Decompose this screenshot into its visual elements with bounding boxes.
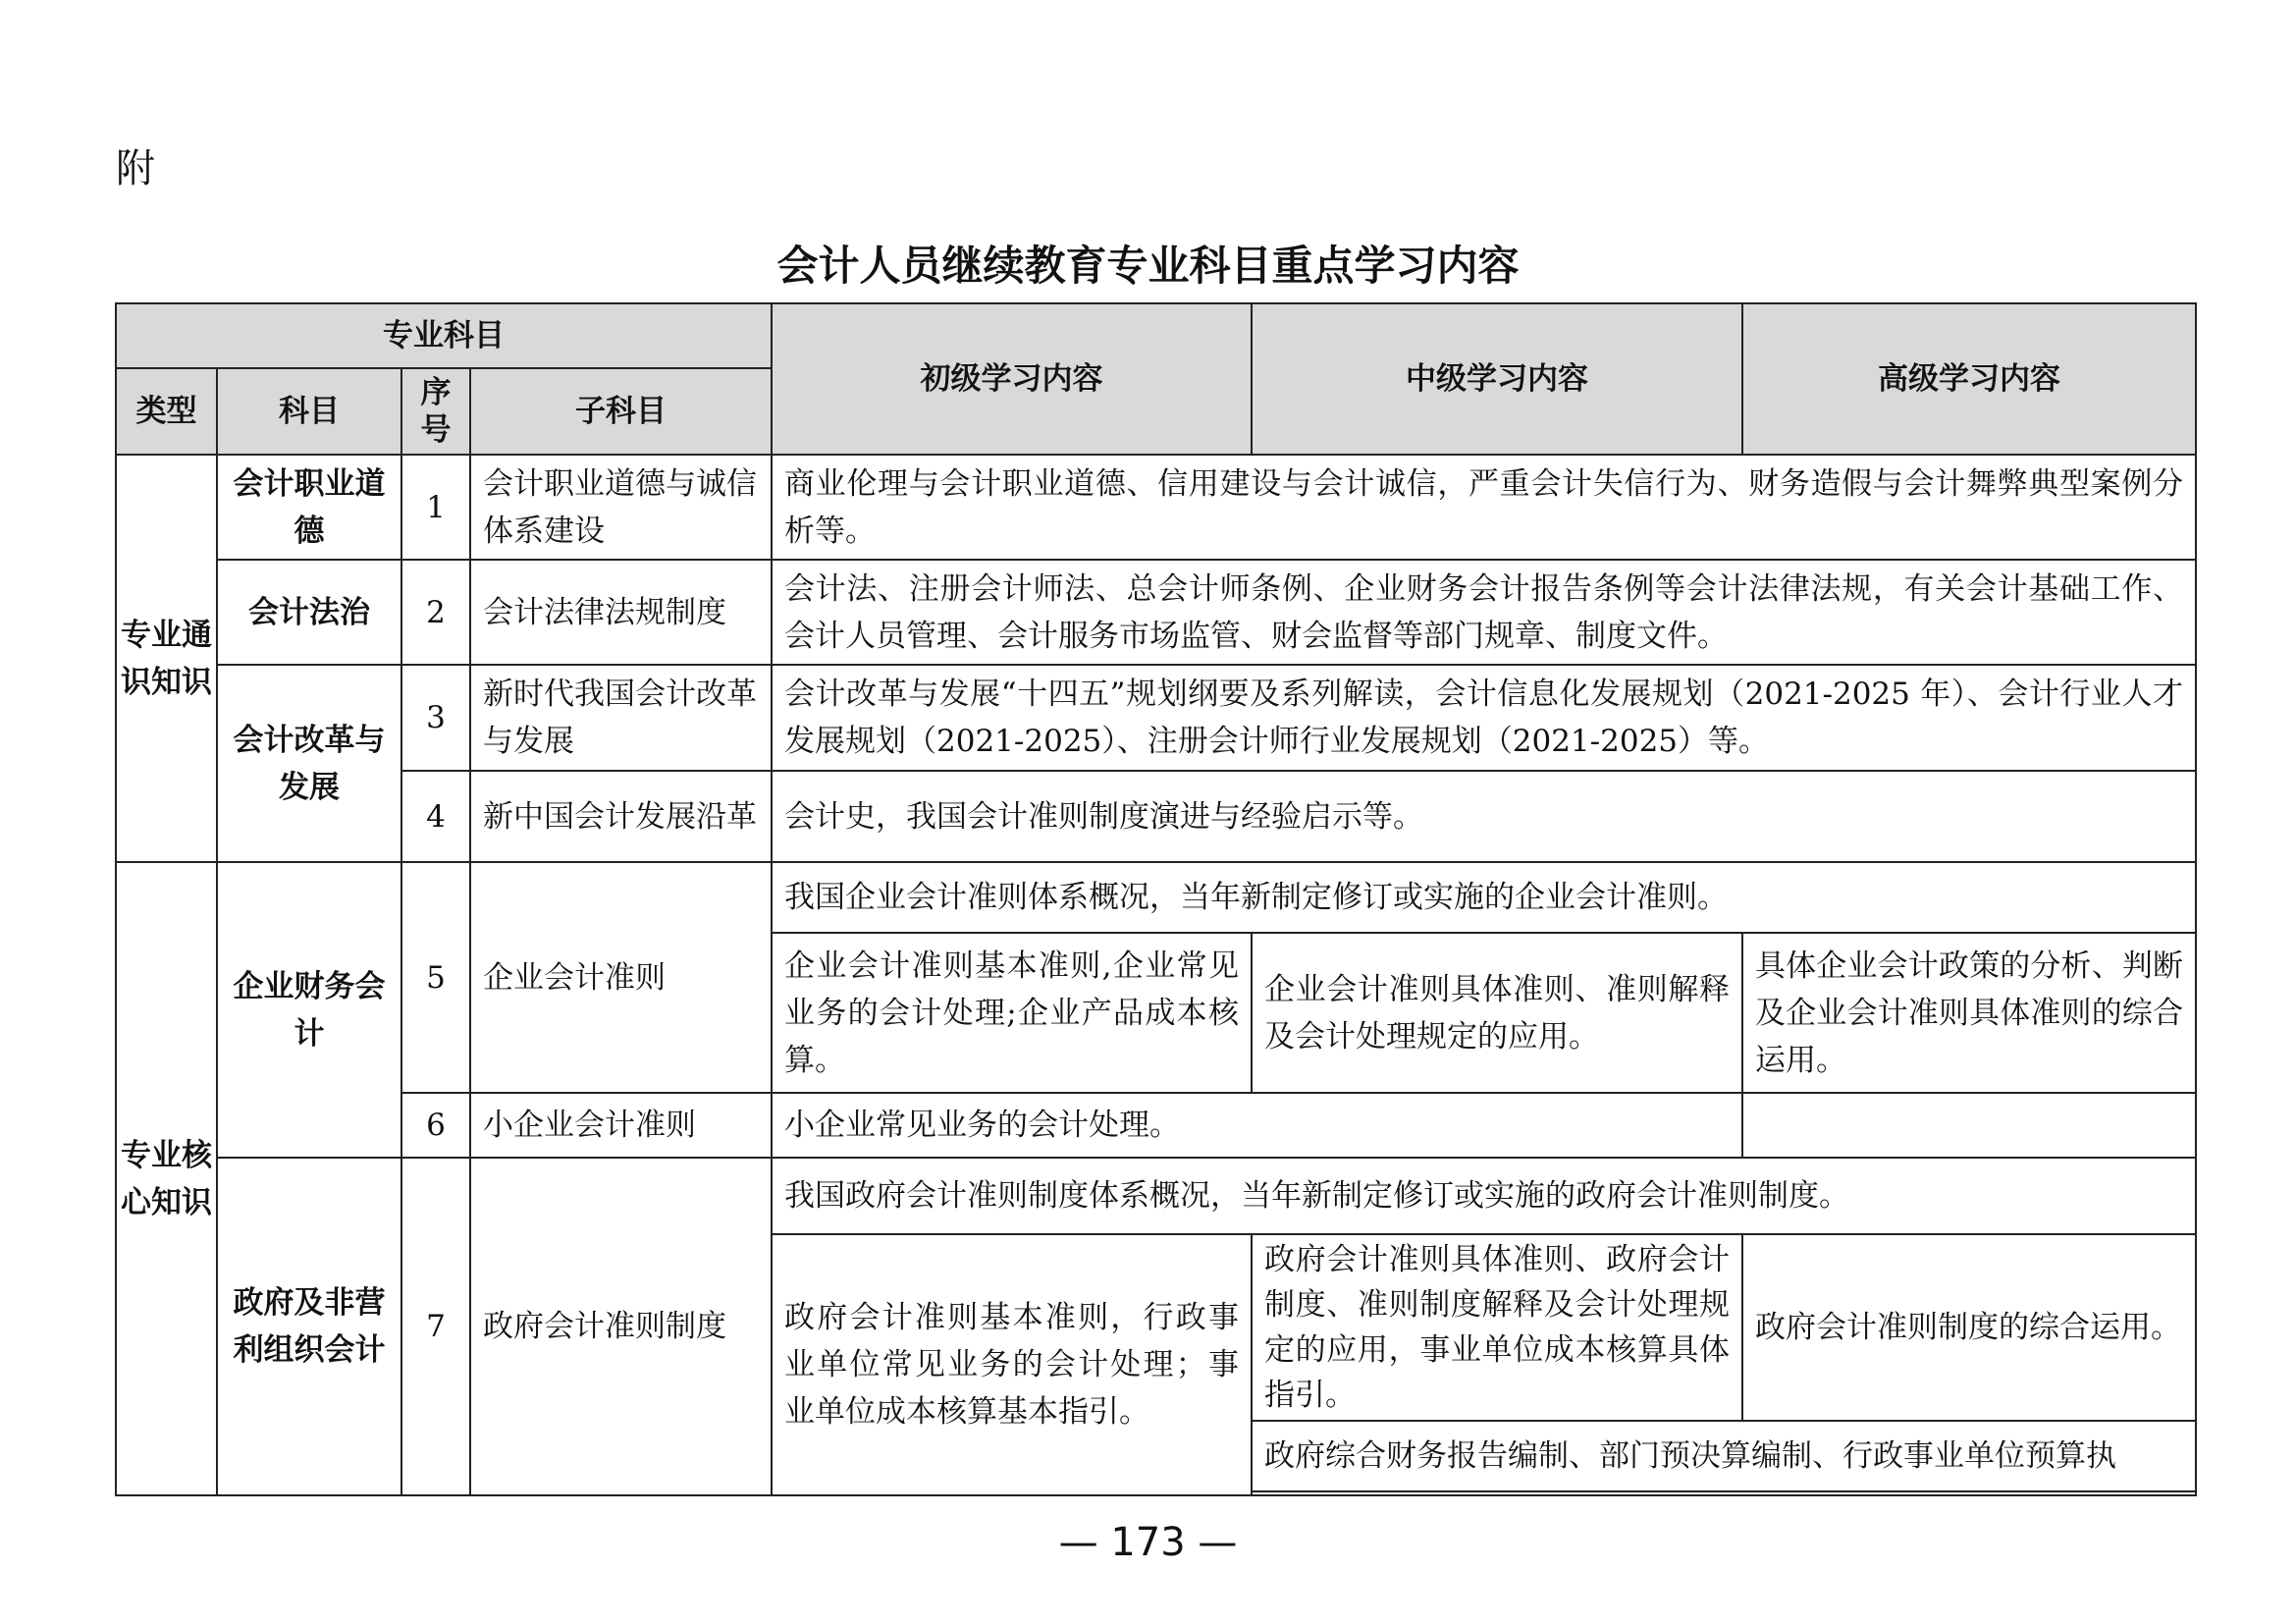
header-type: 类型	[116, 368, 217, 455]
seq-cell: 4	[401, 771, 470, 862]
content-all-cell: 我国政府会计准则制度体系概况，当年新制定修订或实施的政府会计准则制度。	[772, 1158, 2196, 1234]
subsubject-cell: 小企业会计准则	[470, 1093, 772, 1158]
subject-cell: 会计职业道德	[217, 455, 401, 560]
study-content-table	[115, 302, 2197, 1496]
seq-cell: 5	[401, 862, 470, 1093]
header-senior: 高级学习内容	[1742, 303, 2196, 455]
junior-cell: 政府会计准则基本准则，行政事业单位常见业务的会计处理；事业单位成本核算基本指引。	[772, 1234, 1252, 1495]
intermediate-cell: 企业会计准则具体准则、准则解释及会计处理规定的应用。	[1252, 933, 1742, 1093]
header-junior: 初级学习内容	[772, 303, 1252, 455]
seq-cell: 3	[401, 665, 470, 771]
header-subsubject: 子科目	[470, 368, 772, 455]
seq-cell: 1	[401, 455, 470, 560]
page-number: — 173 —	[1058, 1520, 1238, 1565]
subsubject-cell: 新时代我国会计改革与发展	[470, 665, 772, 771]
subsubject-cell: 会计职业道德与诚信体系建设	[470, 455, 772, 560]
seq-cell: 2	[401, 560, 470, 665]
content-cell: 会计史，我国会计准则制度演进与经验启示等。	[772, 771, 2196, 862]
seq-cell: 6	[401, 1093, 470, 1158]
senior-cell	[1742, 1093, 2196, 1158]
subject-cell: 会计改革与发展	[217, 665, 401, 862]
page-title: 会计人员继续教育专业科目重点学习内容	[776, 242, 1520, 290]
table-bottom-spacer	[1252, 1491, 2196, 1495]
subject-cell: 政府及非营利组织会计	[217, 1158, 401, 1495]
type-core: 专业核心知识	[116, 862, 217, 1495]
subsubject-cell: 政府会计准则制度	[470, 1158, 772, 1495]
subject-cell: 企业财务会计	[217, 862, 401, 1158]
content-cell: 会计法、注册会计师法、总会计师条例、企业财务会计报告条例等会计法律法规，有关会计基础工作、会计人员管理、会计服务市场监管、财会监督等部门规章、制度文件。	[772, 560, 2196, 665]
junior-cell: 企业会计准则基本准则,企业常见业务的会计处理;企业产品成本核算。	[772, 933, 1252, 1093]
header-seq: 序号	[401, 368, 470, 455]
header-subject: 科目	[217, 368, 401, 455]
subsubject-cell: 企业会计准则	[470, 862, 772, 1093]
senior-cell: 政府会计准则制度的综合运用。	[1742, 1234, 2196, 1421]
content-cell: 商业伦理与会计职业道德、信用建设与会计诚信，严重会计失信行为、财务造假与会计舞弊典型案例分析等。	[772, 455, 2196, 560]
type-general: 专业通识知识	[116, 455, 217, 862]
header-intermediate: 中级学习内容	[1252, 303, 1742, 455]
subject-cell: 会计法治	[217, 560, 401, 665]
subsubject-cell: 新中国会计发展沿革	[470, 771, 772, 862]
senior-cell: 具体企业会计政策的分析、判断及企业会计准则具体准则的综合运用。	[1742, 933, 2196, 1093]
junior-intermediate-cell: 小企业常见业务的会计处理。	[772, 1093, 1742, 1158]
content-cell: 会计改革与发展“十四五”规划纲要及系列解读，会计信息化发展规划（2021-2025 年）、会计行业人才发展规划（2021-2025）、注册会计师行业发展规划（2021-2025）等。	[772, 665, 2196, 771]
attachment-label: 附	[116, 146, 155, 191]
header-subject-group: 专业科目	[116, 303, 772, 368]
subsubject-cell: 会计法律法规制度	[470, 560, 772, 665]
intermediate-senior-cell: 政府综合财务报告编制、部门预决算编制、行政事业单位预算执	[1252, 1421, 2196, 1491]
seq-cell: 7	[401, 1158, 470, 1495]
content-all-cell: 我国企业会计准则体系概况，当年新制定修订或实施的企业会计准则。	[772, 862, 2196, 933]
intermediate-cell: 政府会计准则具体准则、政府会计制度、准则制度解释及会计处理规定的应用，事业单位成本核算具体指引。	[1252, 1234, 1742, 1421]
